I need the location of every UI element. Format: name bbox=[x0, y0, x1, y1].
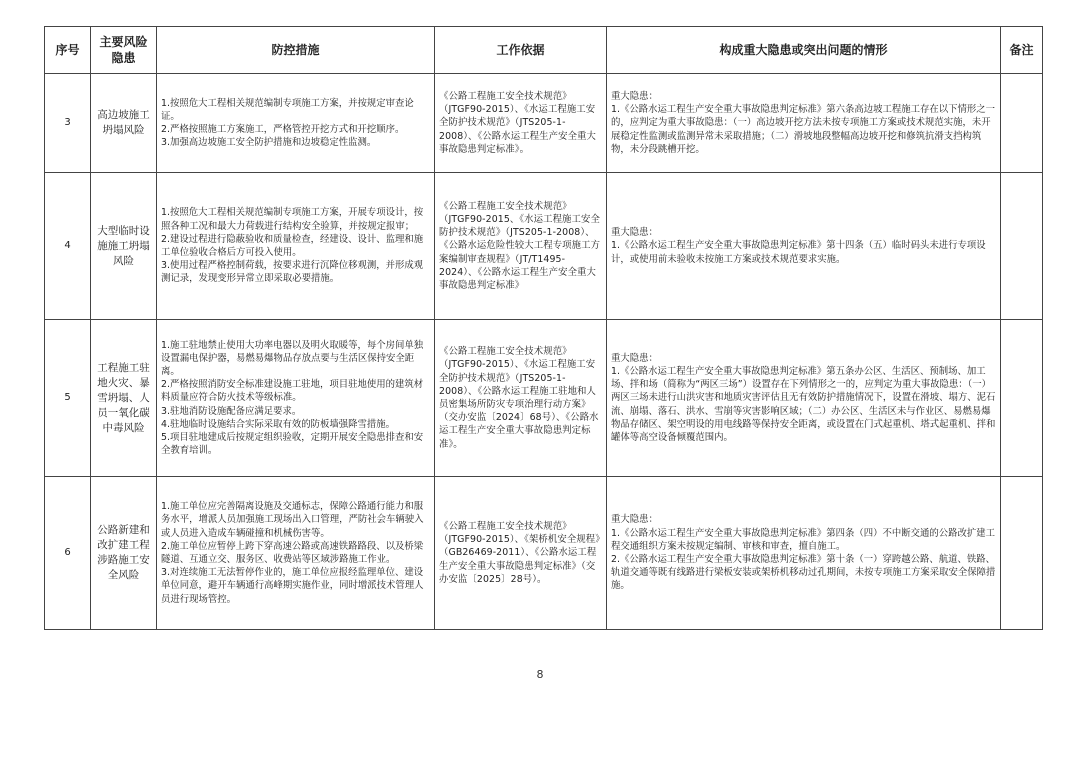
row-conditions: 重大隐患： 1.《公路水运工程生产安全重大事故隐患判定标准》第六条高边坡工程施工存在以下情形之一的，应判定为重大事故隐患：（一）高边坡开挖方法未按专项施工方案或技术规范实施，未开展稳定性监测或监测异常未采取措施；（二）滑坡地段整幅高边坡开挖和修筑抗滑支挡构筑物，未分段跳槽开挖。 bbox=[607, 74, 1001, 173]
table-row bbox=[45, 320, 1043, 477]
row-conditions: 重大隐患： 1.《公路水运工程生产安全重大事故隐患判定标准》第五条办公区、生活区、预制场、加工场、拌和场（简称为“两区三场”）设置存在下列情形之一的，应判定为重大事故隐患：（一）两区三场未进行山洪灾害和地质灾害评估且无有效防护措施情况下，设置在滑坡、塌方、泥石流、崩塌、落石、洪水、雪崩等灾害影响区域；（二）办公区、生活区未与作业区、易燃易爆物品存储区、架空明设的用电线路等保持安全距离，或设置在门式起重机、塔式起重机、拌和罐体等高空设备倾覆范围内。 bbox=[607, 320, 1001, 477]
page-number: 8 bbox=[536, 668, 544, 681]
row-seq: 6 bbox=[45, 477, 91, 630]
header-basis: 工作依据 bbox=[435, 27, 607, 74]
row-remarks bbox=[1001, 477, 1043, 630]
header-measures: 防控措施 bbox=[157, 27, 435, 74]
header-risk: 主要风险 隐患 bbox=[91, 27, 157, 74]
row-basis: 《公路工程施工安全技术规范》（JTGF90-2015）、《水运工程施工安全防护技术规范》（JTS205-1-2008）、《公路水运工程施工驻地和人员密集场所防灾专项治理行动方案》（交办安监〔2024〕68号）、《公路水运工程生产安全重大事故隐患判定标准》。 bbox=[435, 320, 607, 477]
header-conditions: 构成重大隐患或突出问题的情形 bbox=[607, 27, 1001, 74]
header-remarks: 备注 bbox=[1001, 27, 1043, 74]
header-seq: 序号 bbox=[45, 27, 91, 74]
row-measures: 1.施工单位应完善隔离设施及交通标志，保障公路通行能力和服务水平，增派人员加强施工现场出入口管理，严防社会车辆驶入或人员进入造成车辆碰撞和机械伤害等。 2.施工单位应暂停上跨下穿高速公路或高速铁路路段、以及桥梁隧道、互通立交、服务区、收费站等区域涉路施工作业。 3.对连续施工无法暂停作业的，施工单位应报经监理单位、建设单位同意，避开车辆通行高峰期实施作业，同时增派技术管理人员进行现场管控。 bbox=[157, 477, 435, 630]
table-row bbox=[45, 173, 1043, 320]
table-row bbox=[45, 477, 1043, 630]
row-basis: 《公路工程施工安全技术规范》（JTGF90-2015、《水运工程施工安全防护技术规范》（JTS205-1-2008）、《公路水运危险性较大工程专项施工方案编制审查规程》（JT/T1495-2024）、《公路水运工程生产安全重大事故隐患判定标准》 bbox=[435, 173, 607, 320]
risk-control-table bbox=[44, 26, 1043, 630]
row-conditions: 重大隐患： 1.《公路水运工程生产安全重大事故隐患判定标准》第四条（四）不中断交通的公路改扩建工程交通组织方案未按规定编制、审核和审查，擅自施工。 2.《公路水运工程生产安全重大事故隐患判定标准》第十条（一）穿跨越公路、航道、铁路、轨道交通等既有线路进行梁板安装或架桥机移动过孔期间，未按专项施工方案采取安全保障措施。 bbox=[607, 477, 1001, 630]
row-measures: 1.施工驻地禁止使用大功率电器以及明火取暖等，每个房间单独设置漏电保护器，易燃易爆物品存放点要与生活区保持安全距离。 2.严格按照消防安全标准建设施工驻地，项目驻地使用的建筑材料质量应符合防火技术等级标准。 3.驻地消防设施配备应满足要求。 4.驻地临时设施结合实际采取有效的防板墙强降雪措施。 5.项目驻地建成后按规定组织验收，定期开展安全隐患排查和安全教育培训。 bbox=[157, 320, 435, 477]
row-risk: 高边坡施工坍塌风险 bbox=[91, 74, 157, 173]
row-measures: 1.按照危大工程相关规范编制专项施工方案，开展专项设计，按照各种工况和最大力荷载进行结构安全验算，并按规定报审； 2.建设过程进行隐蔽验收和质量检查，经建设、设计、监理和施工单位验收合格后方可投入使用。 3.使用过程严格控制荷载，按要求进行沉降位移观测，并形成观测记录，发现变形异常立即采取必要措施。 bbox=[157, 173, 435, 320]
row-seq: 5 bbox=[45, 320, 91, 477]
row-measures: 1.按照危大工程相关规范编制专项施工方案，并按规定审查论证。 2.严格按照施工方案施工，严格管控开挖方式和开挖顺序。 3.加强高边坡施工安全防护措施和边坡稳定性监测。 bbox=[157, 74, 435, 173]
row-remarks bbox=[1001, 320, 1043, 477]
row-risk: 大型临时设施施工坍塌风险 bbox=[91, 173, 157, 320]
table-header-row bbox=[45, 27, 1043, 74]
row-seq: 4 bbox=[45, 173, 91, 320]
row-seq: 3 bbox=[45, 74, 91, 173]
row-conditions: 重大隐患： 1.《公路水运工程生产安全重大事故隐患判定标准》第十四条（五）临时码头未进行专项设计，或使用前未验收未按施工方案或技术规范要求实施。 bbox=[607, 173, 1001, 320]
row-basis: 《公路工程施工安全技术规范》（JTGF90-2015）、《水运工程施工安全防护技术规范》（JTS205-1-2008）、《公路水运工程生产安全重大事故隐患判定标准》。 bbox=[435, 74, 607, 173]
row-basis: 《公路工程施工安全技术规范》（JTGF90-2015）、《架桥机安全规程》（GB26469-2011）、《公路水运工程生产安全重大事故隐患判定标准》（交办安监〔2025〕28号）。 bbox=[435, 477, 607, 630]
row-risk: 工程施工驻地火灾、暴雪坍塌、人员一氧化碳中毒风险 bbox=[91, 320, 157, 477]
row-risk: 公路新建和改扩建工程涉路施工安全风险 bbox=[91, 477, 157, 630]
row-remarks bbox=[1001, 74, 1043, 173]
table-row bbox=[45, 74, 1043, 173]
row-remarks bbox=[1001, 173, 1043, 320]
